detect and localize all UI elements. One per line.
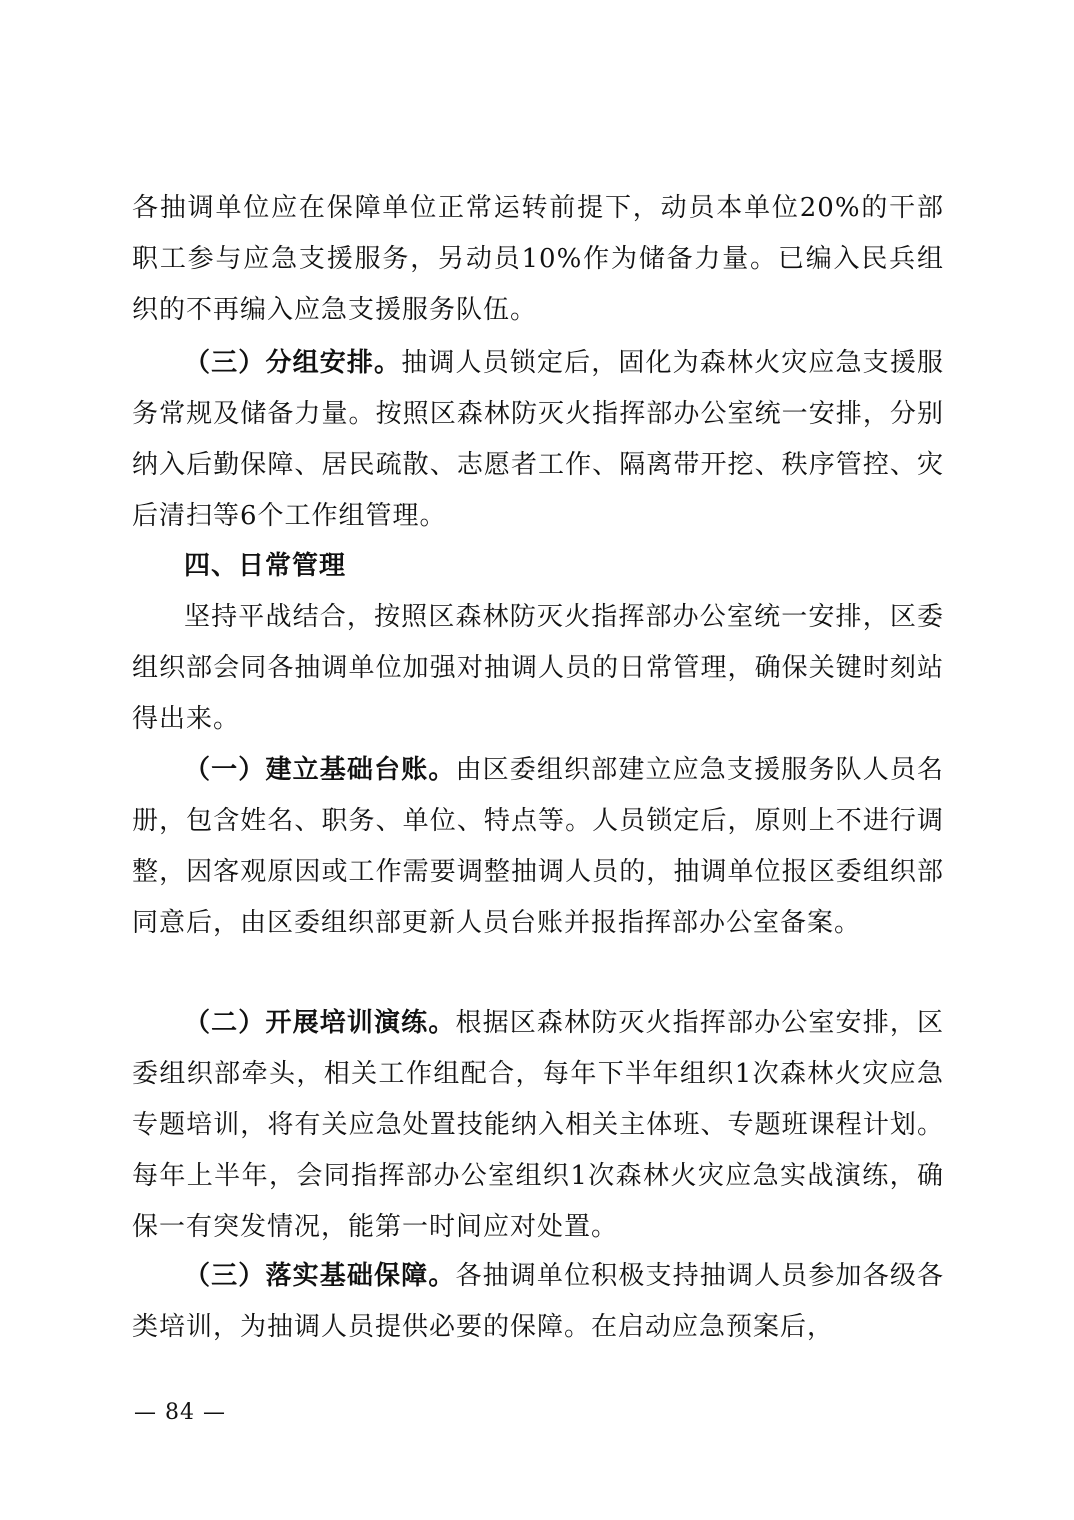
paragraph-text: 各抽调单位积极支持抽调人员参加各级各类培训，为抽调人员提供必要的保障。在启动应急预案后， bbox=[132, 1261, 944, 1342]
paragraph-text: 抽调人员锁定后，固化为森林火灾应急支援服务常规及储备力量。按照区森林防灭火指挥部办公室统一安排，分别纳入后勤保障、居民疏散、志愿者工作、隔离带开挖、秩序管控、灾后清扫等6个工作组管理。 bbox=[132, 348, 944, 531]
paragraph-lead: （二）开展培训演练。 bbox=[184, 1008, 456, 1038]
paragraph-mobilization bbox=[132, 183, 944, 336]
paragraph-text: 由区委组织部建立应急支援服务队人员名册，包含姓名、职务、单位、特点等。人员锁定后，原则上不进行调整，因客观原因或工作需要调整抽调人员的，抽调单位报区委组织部同意后，由区委组织部更新人员台账并报指挥部办公室备案。 bbox=[132, 755, 944, 938]
paragraph-text: 根据区森林防灭火指挥部办公室安排，区委组织部牵头，相关工作组配合，每年下半年组织1次森林火灾应急专题培训，将有关应急处置技能纳入相关主体班、专题班课程计划。每年上半年，会同指挥部办公室组织1次森林火灾应急实战演练，确保一有突发情况，能第一时间应对处置。 bbox=[132, 1008, 944, 1242]
paragraph-basic-support bbox=[132, 1251, 944, 1353]
page-number: — 84 — bbox=[134, 1400, 226, 1425]
paragraph-basic-ledger bbox=[132, 745, 944, 949]
paragraph-lead: （一）建立基础台账。 bbox=[184, 755, 456, 785]
paragraph-text: 各抽调单位应在保障单位正常运转前提下，动员本单位20%的干部职工参与应急支援服务，另动员10%作为储备力量。已编入民兵组织的不再编入应急支援服务队伍。 bbox=[132, 193, 944, 325]
paragraph-text: 坚持平战结合，按照区森林防灭火指挥部办公室统一安排，区委组织部会同各抽调单位加强对抽调人员的日常管理，确保关键时刻站得出来。 bbox=[132, 602, 944, 734]
paragraph-lead: （三）落实基础保障。 bbox=[184, 1261, 456, 1291]
paragraph-training-drills bbox=[132, 998, 944, 1253]
paragraph-lead: （三）分组安排。 bbox=[184, 348, 402, 378]
paragraph-group-arrangement bbox=[132, 338, 944, 542]
section-heading-daily-management: 四、日常管理 bbox=[184, 551, 347, 581]
paragraph-daily-management bbox=[132, 592, 944, 745]
